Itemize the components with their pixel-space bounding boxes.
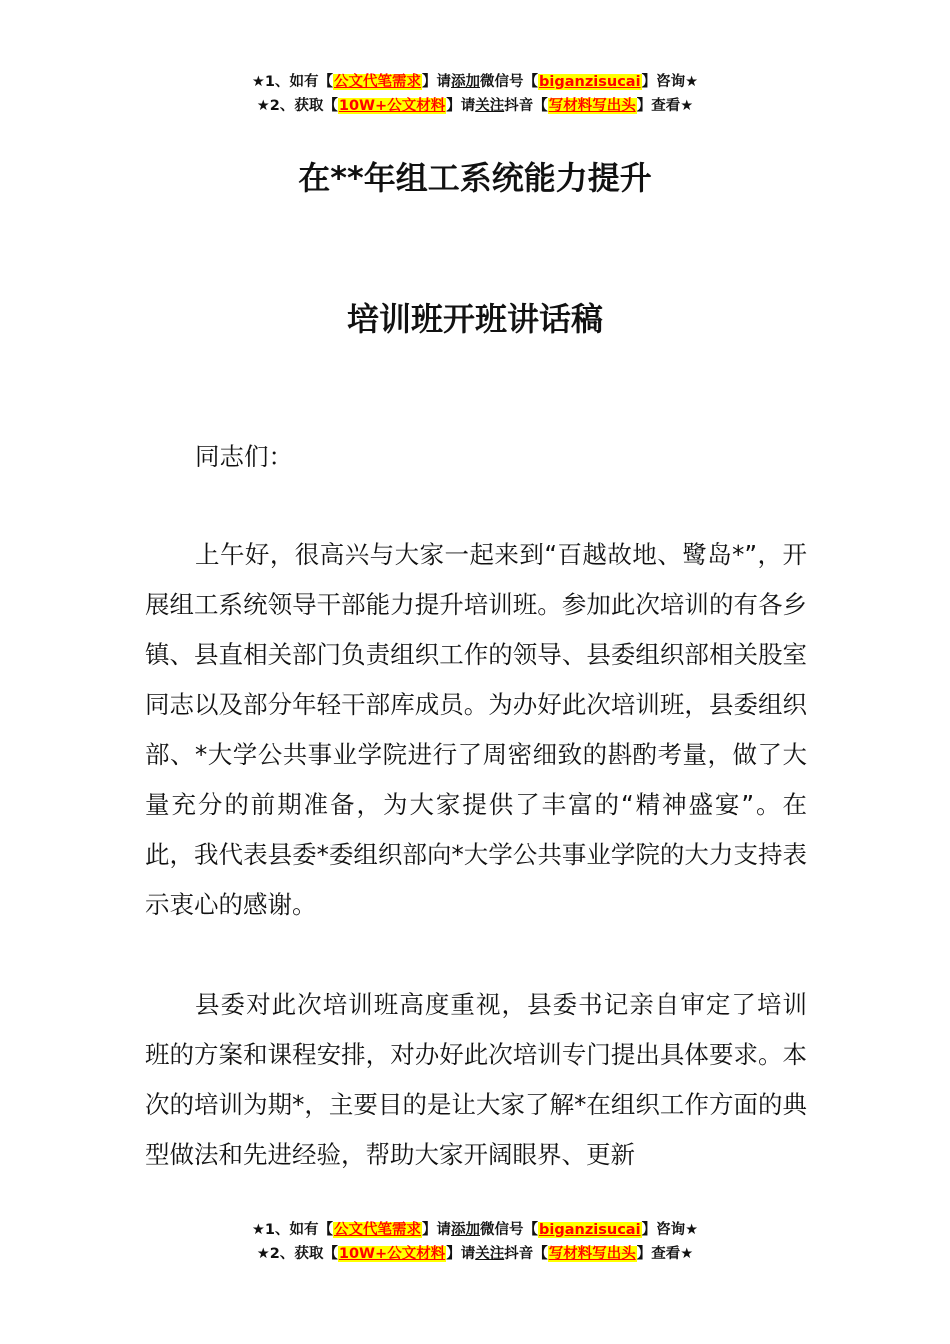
promo-text: ★2、获取【	[256, 98, 338, 114]
promo-emphasis: 关注	[475, 1246, 505, 1262]
promo-douyin-id: 写材料写出头	[548, 98, 636, 114]
promo-text: 】请	[422, 1222, 452, 1238]
promo-text: 】请	[446, 98, 476, 114]
promo-text: 】查看★	[636, 1246, 694, 1262]
promo-text: ★1、如有【	[251, 74, 334, 90]
promo-highlight: 公文代笔需求	[334, 74, 422, 90]
paragraph: 县委对此次培训班高度重视，县委书记亲自审定了培训班的方案和课程安排，对办好此次培训专门提出具体要求。本次的培训为期*，主要目的是让大家了解*在组织工作方面的典型做法和先进经验，帮助大家开阔眼界、更新	[145, 990, 807, 1169]
promo-text: 】咨询★	[641, 1222, 699, 1238]
document-title-line-2: 培训班开班讲话稿	[346, 300, 603, 338]
promo-highlight: 10W+公文材料	[338, 1246, 446, 1262]
promo-line-1	[0, 70, 950, 94]
document-title-line-1: 在**年组工系统能力提升	[298, 159, 652, 197]
promo-emphasis: 关注	[475, 98, 505, 114]
promo-text: 微信号【	[480, 74, 539, 90]
promo-text: 】请	[422, 74, 452, 90]
promo-text: 微信号【	[480, 1222, 539, 1238]
promo-banner-top	[0, 70, 950, 118]
promo-text: ★2、获取【	[256, 1246, 338, 1262]
promo-banner-bottom	[0, 1218, 950, 1266]
paragraph: 上午好，很高兴与大家一起来到“百越故地、鹭岛*”，开展组工系统领导干部能力提升培训班。参加此次培训的有各乡镇、县直相关部门负责组织工作的领导、县委组织部相关股室同志以及部分年轻干部库成员。为办好此次培训班，县委组织部、*大学公共事业学院进行了周密细致的斟酌考量，做了大量充分的前期准备，为大家提供了丰富的“精神盛宴”。在此，我代表县委*委组织部向*大学公共事业学院的大力支持表示衷心的感谢。	[145, 540, 807, 919]
promo-text: 抖音【	[504, 98, 548, 114]
promo-text: ★1、如有【	[251, 1222, 334, 1238]
promo-douyin-id: 写材料写出头	[548, 1246, 636, 1262]
promo-wechat-id: biganzisucai	[539, 74, 641, 90]
promo-line-1	[0, 1218, 950, 1242]
promo-text: 】查看★	[636, 98, 694, 114]
promo-highlight: 公文代笔需求	[334, 1222, 422, 1238]
promo-text: 】请	[446, 1246, 476, 1262]
promo-text: 】咨询★	[641, 74, 699, 90]
greeting: 同志们：	[195, 442, 293, 471]
promo-line-2	[0, 94, 950, 118]
promo-line-2	[0, 1242, 950, 1266]
promo-text: 抖音【	[504, 1246, 548, 1262]
promo-emphasis: 添加	[451, 74, 481, 90]
promo-emphasis: 添加	[451, 1222, 481, 1238]
promo-highlight: 10W+公文材料	[338, 98, 446, 114]
promo-wechat-id: biganzisucai	[539, 1222, 641, 1238]
